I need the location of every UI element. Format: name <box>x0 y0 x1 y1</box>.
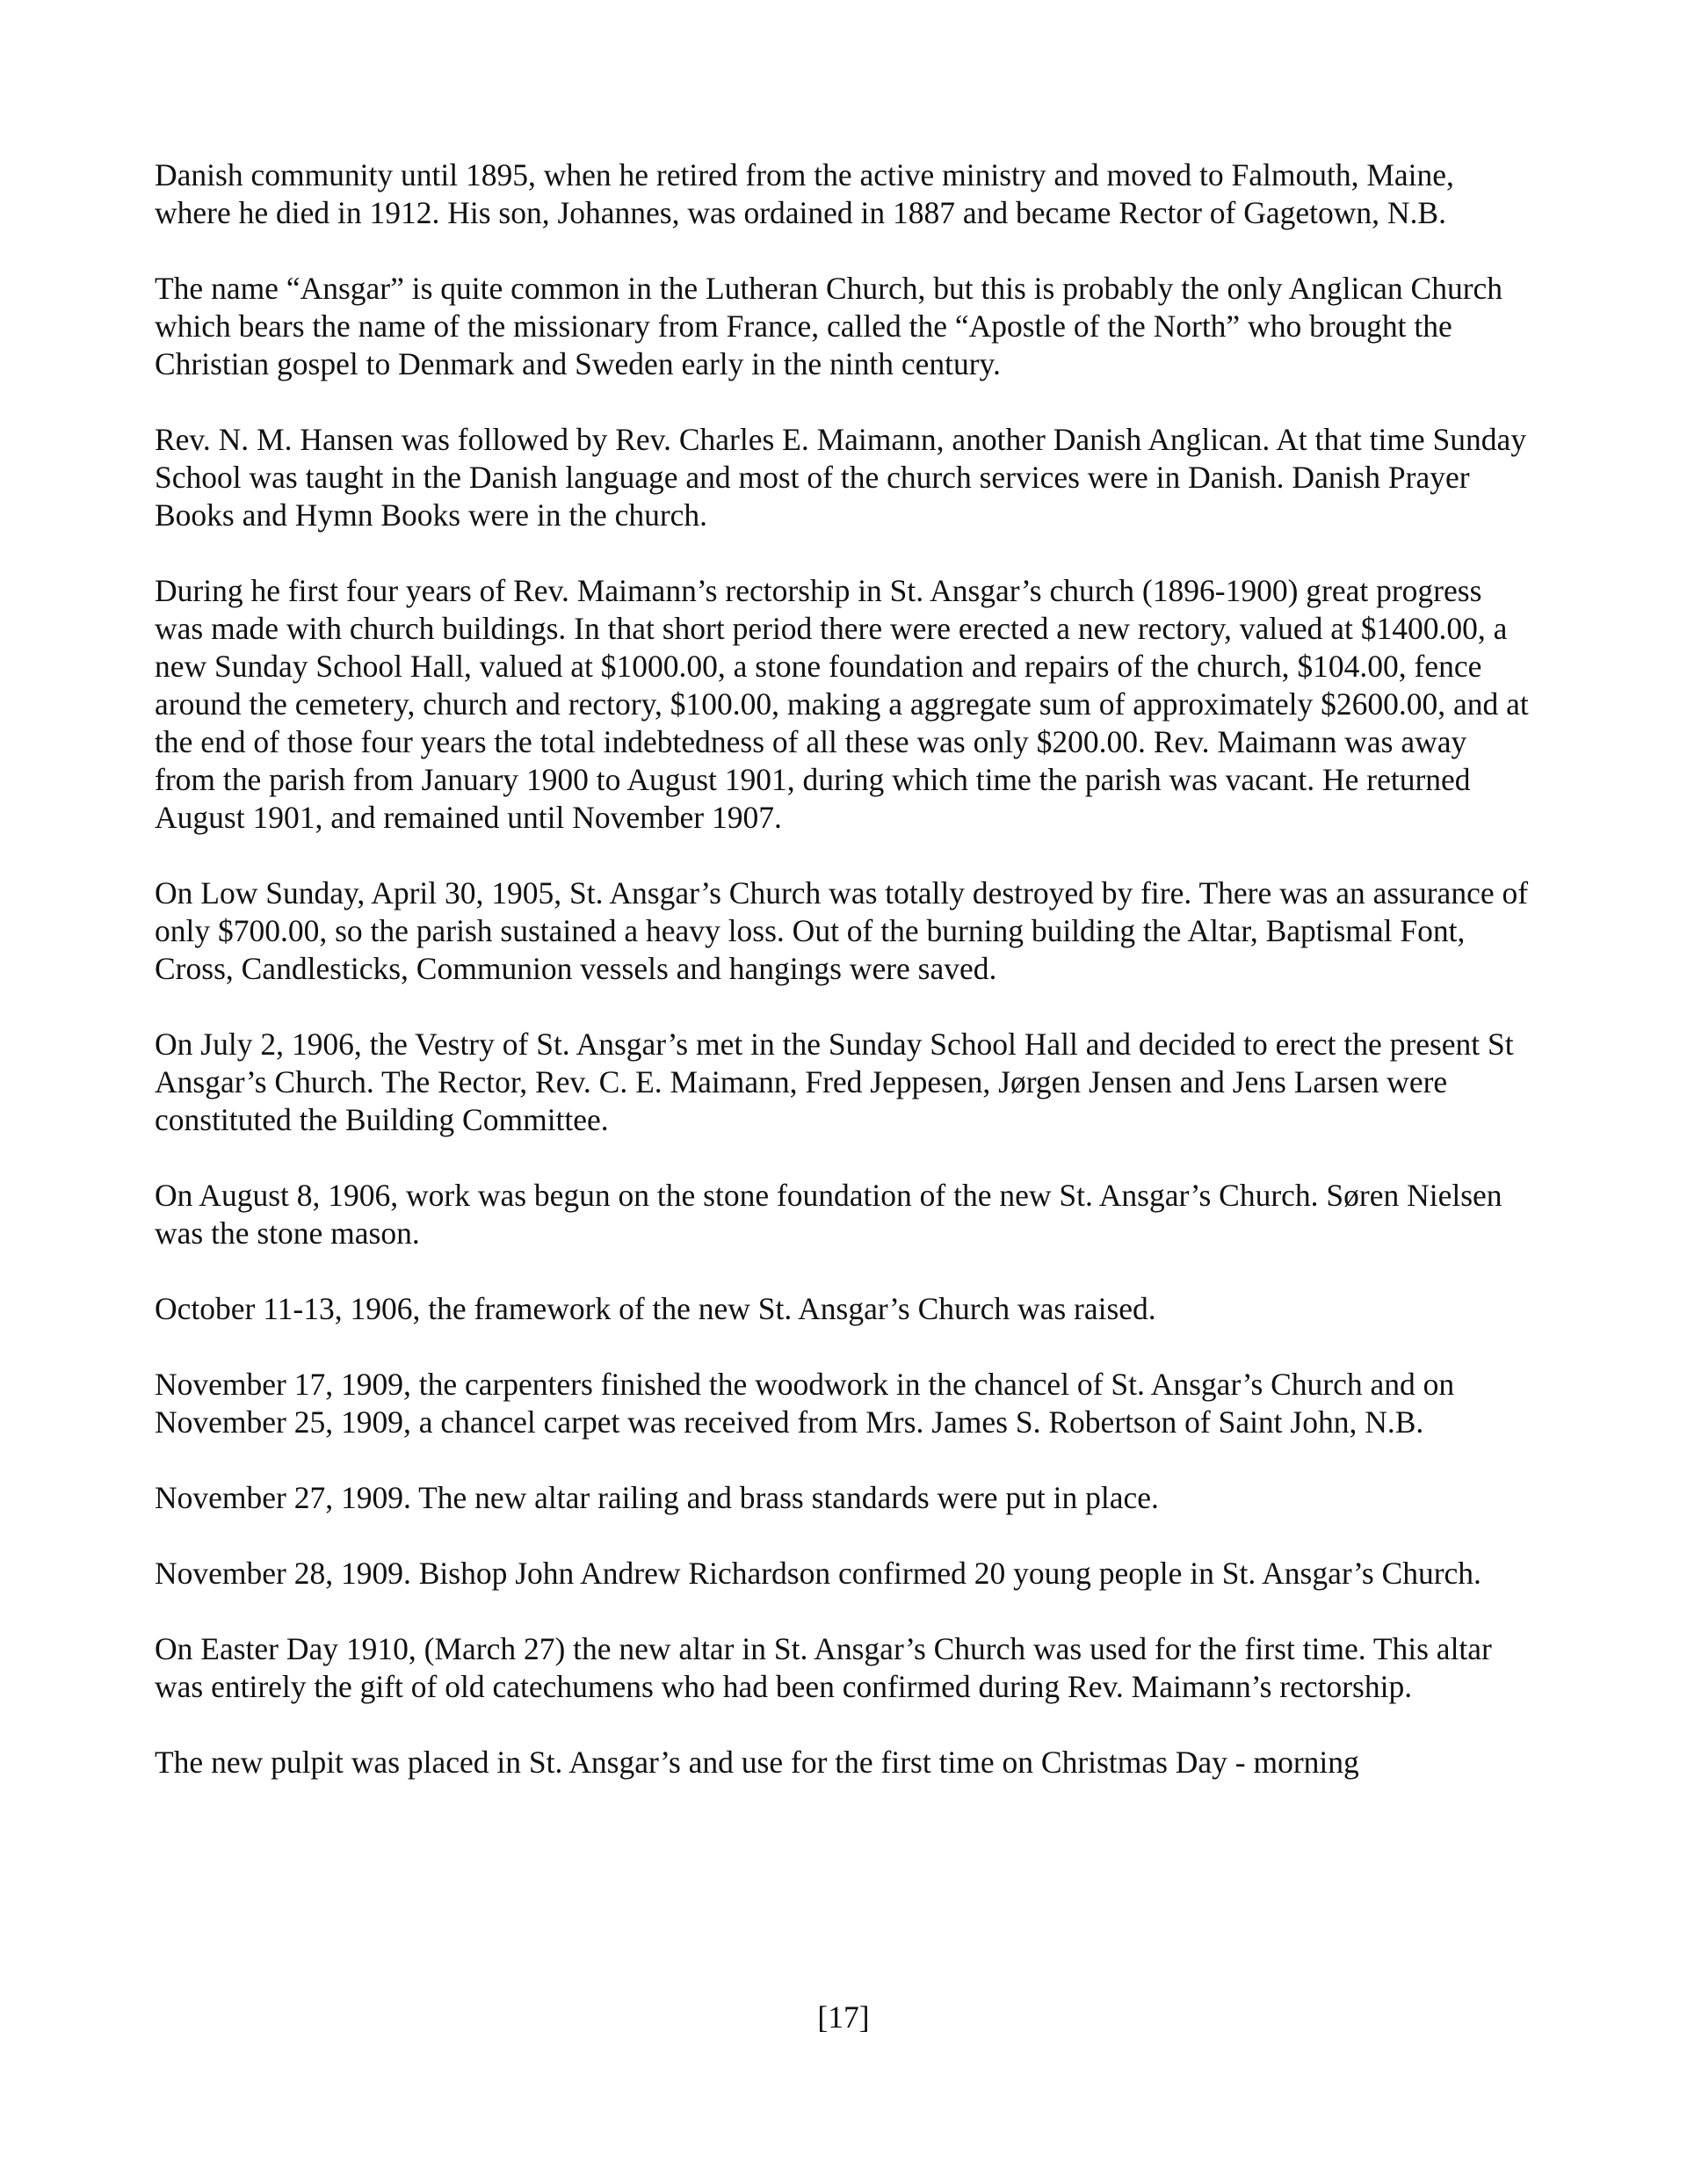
paragraph: The new pulpit was placed in St. Ansgar’s and use for the first time on Christmas Day - morning <box>155 1745 1359 1780</box>
paragraph: The name “Ansgar” is quite common in the Lutheran Church, but this is probably the only Anglican Church which bears the name of the missionary from France, called the “Apostle of the North” who brought the Christian gospel to Denmark and Sweden early in the ninth century. <box>155 271 1503 381</box>
paragraph: November 28, 1909. Bishop John Andrew Richardson confirmed 20 young people in St. Ansgar’s Church. <box>155 1556 1481 1591</box>
paragraph: October 11-13, 1906, the framework of the new St. Ansgar’s Church was raised. <box>155 1291 1156 1326</box>
paragraph: On July 2, 1906, the Vestry of St. Ansgar’s met in the Sunday School Hall and decided to erect the present St Ansgar’s Church. The Rector, Rev. C. E. Maimann, Fred Jeppesen, Jørgen Jensen and Jens Larsen were constituted the Building Committee. <box>155 1027 1514 1137</box>
paragraph: November 27, 1909. The new altar railing and brass standards were put in place. <box>155 1480 1159 1515</box>
paragraph: Danish community until 1895, when he retired from the active ministry and moved to Falmouth, Maine, where he died in 1912. His son, Johannes, was ordained in 1887 and became Rector of Gagetown, N.B. <box>155 157 1454 230</box>
paragraph: November 17, 1909, the carpenters finished the woodwork in the chancel of St. Ansgar’s Church and on November 25, 1909, a chancel carpet was received from Mrs. James S. Robertson of Saint John, N.B. <box>155 1367 1455 1440</box>
paragraph: On Low Sunday, April 30, 1905, St. Ansgar’s Church was totally destroyed by fire. There was an assurance of only $700.00, so the parish sustained a heavy loss. Out of the burning building the Altar, Baptismal Font, Cross, Candlesticks, Communion vessels and hangings were saved. <box>155 875 1529 986</box>
body-text <box>155 156 1534 1819</box>
page-number: [17] <box>817 1999 870 2035</box>
paragraph: Rev. N. M. Hansen was followed by Rev. Charles E. Maimann, another Danish Anglican. At that time Sunday School was taught in the Danish language and most of the church services were in Danish. Danish Prayer Books and Hymn Books were in the church. <box>155 422 1527 533</box>
paragraph: On August 8, 1906, work was begun on the stone foundation of the new St. Ansgar’s Church. Søren Nielsen was the stone mason. <box>155 1178 1502 1251</box>
paragraph: On Easter Day 1910, (March 27) the new altar in St. Ansgar’s Church was used for the first time. This altar was entirely the gift of old catechumens who had been confirmed during Rev. Maimann’s rectorship. <box>155 1631 1492 1704</box>
paragraph: During he first four years of Rev. Maimann’s rectorship in St. Ansgar’s church (1896-1900) great progress was made with church buildings. In that short period there were erected a new rectory, valued at $1400.00, a new Sunday School Hall, valued at $1000.00, a stone foundation and repairs of the church, $104.00, fence around the cemetery, church and rectory, $100.00, making a aggregate sum of approximately $2600.00, and at the end of those four years the total indebtedness of all these was only $200.00. Rev. Maimann was away from the parish from January 1900 to August 1901, during which time the parish was vacant. He returned August 1901, and remained until November 1907. <box>155 573 1529 835</box>
